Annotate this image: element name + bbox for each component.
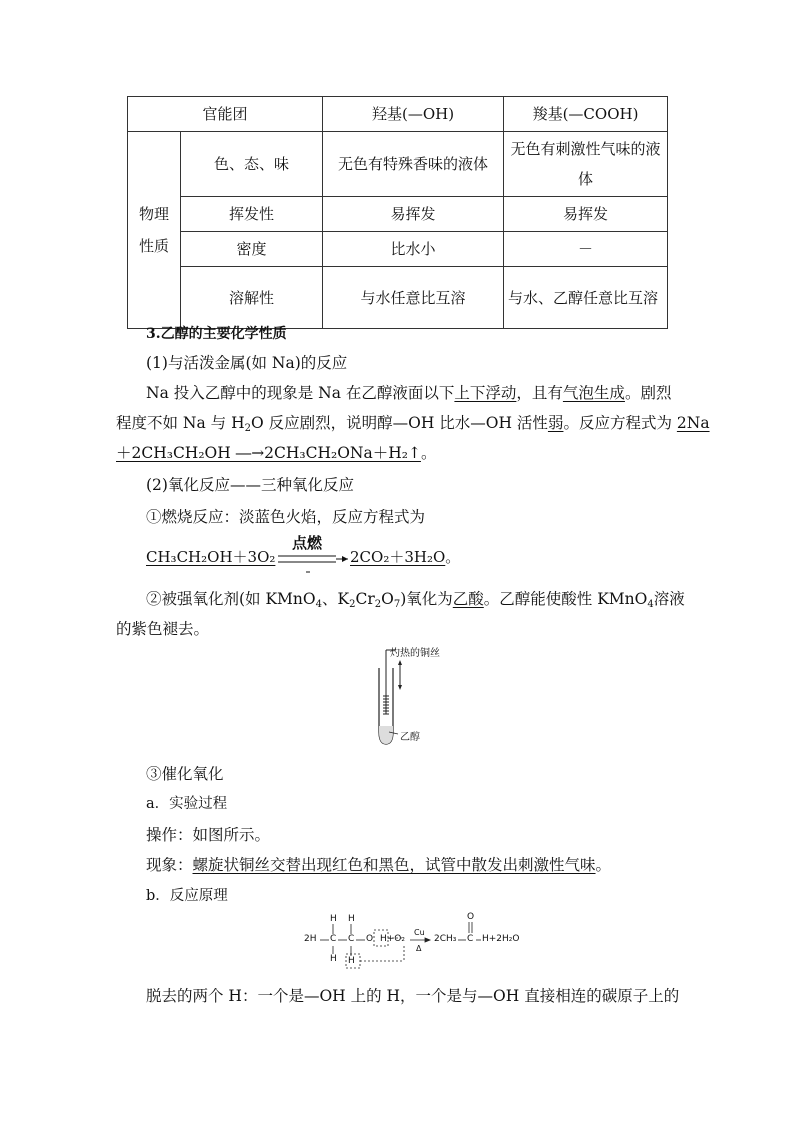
test-tube-icon <box>370 648 470 748</box>
mech-delta: Δ <box>416 944 422 953</box>
strong-oxidant-line1: ②被强氧化剂(如 KMnO$_4$、$K_2Cr_2O_7$)氧化为乙酸。乙醇能使酸性 KMnO$_4$溶液 <box>146 590 685 610</box>
mech-c3: C <box>467 934 474 944</box>
experiment-process: a．实验过程 <box>146 796 228 812</box>
combustion-reactants: CH₃CH₂OH＋3O₂ <box>146 548 276 566</box>
combustion-equation <box>146 530 606 580</box>
val-cooh-volatility: 易挥发 <box>504 197 668 232</box>
mech-o: O <box>366 934 374 944</box>
subsection-1-title: (1)与活泼金属(如 Na)的反应 <box>146 354 348 372</box>
mech-h-top2: H <box>348 914 355 924</box>
sodium-paragraph-line2: 程度不如 Na 与 $H_2O$ 反应剧烈，说明醇—OH 比水—OH 活性弱。反应方程式为 2Na <box>116 414 710 434</box>
prop-color: 色、态、味 <box>181 132 323 197</box>
mech-h-bot2: H <box>348 956 355 966</box>
functional-group-table <box>127 96 668 329</box>
mech-c1: C <box>330 934 337 944</box>
sodium-equation: ＋2CH₃CH₂OH ―→2CH₃CH₂ONa＋H₂↑。 <box>116 444 437 462</box>
operation-text: 操作：如图所示。 <box>146 826 271 844</box>
group-label-physical: 物理性质 <box>128 132 181 329</box>
mech-o-top: O <box>467 912 475 922</box>
val-oh-density: 比水小 <box>323 232 504 267</box>
prop-density: 密度 <box>181 232 323 267</box>
val-oh-volatility: 易挥发 <box>323 197 504 232</box>
mech-cu: Cu <box>414 928 425 937</box>
label-ethanol: 乙醇 <box>400 732 420 743</box>
section-title: 3.乙醇的主要化学性质 <box>146 326 287 342</box>
combustion-intro: ①燃烧反应：淡蓝色火焰，反应方程式为 <box>146 508 426 526</box>
mech-h-o2: H+O₂ <box>380 934 406 944</box>
catalytic-oxidation-title: ③催化氧化 <box>146 765 224 783</box>
mech-product: 2CH₃ <box>434 934 457 944</box>
sodium-paragraph-line1: Na 投入乙醇中的现象是 Na 在乙醇液面以下上下浮动，且有气泡生成。剧烈 <box>146 384 672 402</box>
mechanism-diagram <box>300 910 540 976</box>
val-cooh-density: － <box>504 232 668 267</box>
subsection-2-title: (2)氧化反应——三种氧化反应 <box>146 476 354 494</box>
strong-oxidant-line2: 的紫色褪去。 <box>116 620 210 638</box>
header-functional-group: 官能团 <box>128 97 323 132</box>
combustion-condition: 点燃 <box>292 534 323 552</box>
copper-wire-figure <box>370 648 470 748</box>
combustion-products: 2CO₂＋3H₂O。 <box>350 548 461 566</box>
val-oh-color: 无色有特殊香味的液体 <box>323 132 504 197</box>
reaction-arrow-icon <box>276 550 356 580</box>
header-carboxyl: 羧基(—COOH) <box>504 97 668 132</box>
header-hydroxyl: 羟基(—OH) <box>323 97 504 132</box>
mech-lead: 2H <box>304 934 317 944</box>
val-cooh-color: 无色有刺激性气味的液体 <box>504 132 668 197</box>
mech-tail: H+2H₂O <box>482 934 520 944</box>
prop-volatility: 挥发性 <box>181 197 323 232</box>
h-removal-explanation: 脱去的两个 H：一个是—OH 上的 H，一个是与—OH 直接相连的碳原子上的 <box>146 987 680 1005</box>
mech-c2: C <box>348 934 355 944</box>
phenomenon-text: 现象：螺旋状铜丝交替出现红色和黑色，试管中散发出刺激性气味。 <box>146 856 612 874</box>
prop-solubility: 溶解性 <box>181 267 323 329</box>
reaction-principle: b．反应原理 <box>146 888 228 904</box>
val-cooh-solubility: 与水、乙醇任意比互溶 <box>504 267 668 329</box>
mechanism-bonds <box>300 910 540 976</box>
label-hot-copper: 灼热的铜丝 <box>390 648 440 659</box>
mech-h-top1: H <box>330 914 337 924</box>
mech-h-bot1: H <box>330 954 337 964</box>
val-oh-solubility: 与水任意比互溶 <box>323 267 504 329</box>
